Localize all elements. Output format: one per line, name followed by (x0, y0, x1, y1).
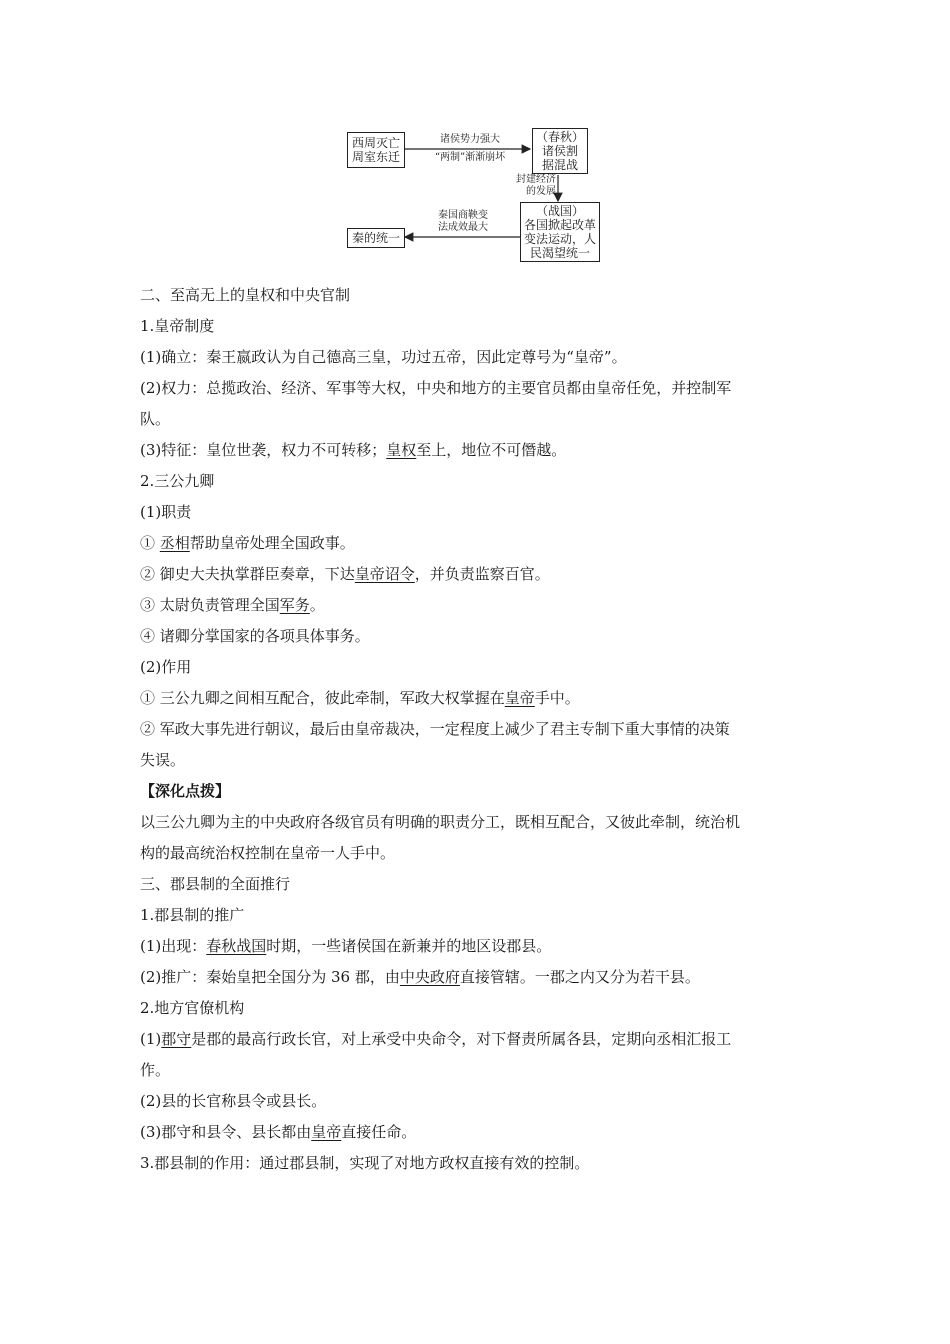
paragraph: (3)特征：皇位世袭，权力不可转移；皇权至上，地位不可僭越。 (140, 441, 567, 459)
box-western-zhou: 西周灭亡 周室东迁 (347, 132, 405, 168)
list-item: ① 丞相帮助皇帝处理全国政事。 (140, 534, 355, 552)
paragraph: (1)职责 (140, 503, 192, 521)
box-warring-states: （战国） 各国掀起改革 变法运动，人 民渴望统一 (520, 202, 600, 262)
note-text: 以三公九卿为主的中央政府各级官员有明确的职责分工，既相互配合，又彼此牵制，统治机 (140, 813, 741, 831)
paragraph: 队。 (140, 410, 171, 428)
document-body (140, 280, 820, 1179)
list-item: ③ 太尉负责管理全国军务。 (140, 596, 325, 614)
list-item: ② 军政大事先进行朝议，最后由皇帝裁决，一定程度上减少了君主专制下重大事情的决策 (140, 720, 730, 738)
subsection-three-lords: 2.三公九卿 (140, 472, 215, 490)
paragraph: 3.郡县制的作用：通过郡县制，实现了对地方政权直接有效的控制。 (140, 1154, 590, 1172)
paragraph: (2)作用 (140, 658, 192, 676)
arrow-3-label: 秦国商鞅变 法成效最大 (438, 210, 488, 233)
arrow-2-label: 封建经济 的发展 (516, 174, 556, 197)
paragraph: (2)权力：总揽政治、经济、军事等大权，中央和地方的主要官员都由皇帝任免，并控制军 (140, 379, 732, 397)
note-title: 【深化点拨】 (140, 782, 231, 800)
paragraph: 作。 (140, 1061, 171, 1079)
paragraph: (3)郡守和县令、县长都由皇帝直接任命。 (140, 1123, 417, 1141)
subsection-emperor-system: 1.皇帝制度 (140, 317, 215, 335)
list-item: ④ 诸卿分掌国家的各项具体事务。 (140, 627, 370, 645)
list-item: 失误。 (140, 751, 186, 769)
paragraph: (2)县的长官称县令或县长。 (140, 1092, 327, 1110)
arrow-1-label: 诸侯势力强大 (440, 134, 500, 145)
paragraph: (1)郡守是郡的最高行政长官，对上承受中央命令，对下督责所属各县，定期向丞相汇报工 (140, 1030, 732, 1048)
note-text: 构的最高统治权控制在皇帝一人手中。 (140, 844, 396, 862)
section-2-title: 二、至高无上的皇权和中央官制 (140, 286, 351, 304)
box-spring-autumn: （春秋） 诸侯割 据混战 (532, 128, 588, 174)
list-item: ② 御史大夫执掌群臣奏章，下达皇帝诏令，并负责监察百官。 (140, 565, 550, 583)
box-qin-unification: 秦的统一 (347, 228, 405, 248)
list-item: ① 三公九卿之间相互配合，彼此牵制，军政大权掌握在皇帝手中。 (140, 689, 580, 707)
subsection-commandery-spread: 1.郡县制的推广 (140, 906, 245, 924)
history-flow-diagram (0, 0, 950, 280)
paragraph: (1)确立：秦王嬴政认为自己德高三皇，功过五帝，因此定尊号为“皇帝”。 (140, 348, 627, 366)
section-3-title: 三、郡县制的全面推行 (140, 875, 291, 893)
paragraph: (1)出现：春秋战国时期，一些诸侯国在新兼并的地区设郡县。 (140, 937, 552, 955)
arrow-1-sublabel: “两制”渐渐崩坏 (434, 152, 506, 163)
subsection-local-bureaucracy: 2.地方官僚机构 (140, 999, 245, 1017)
paragraph: (2)推广：秦始皇把全国分为 36 郡，由中央政府直接管辖。一郡之内又分为若干县。 (140, 968, 700, 986)
